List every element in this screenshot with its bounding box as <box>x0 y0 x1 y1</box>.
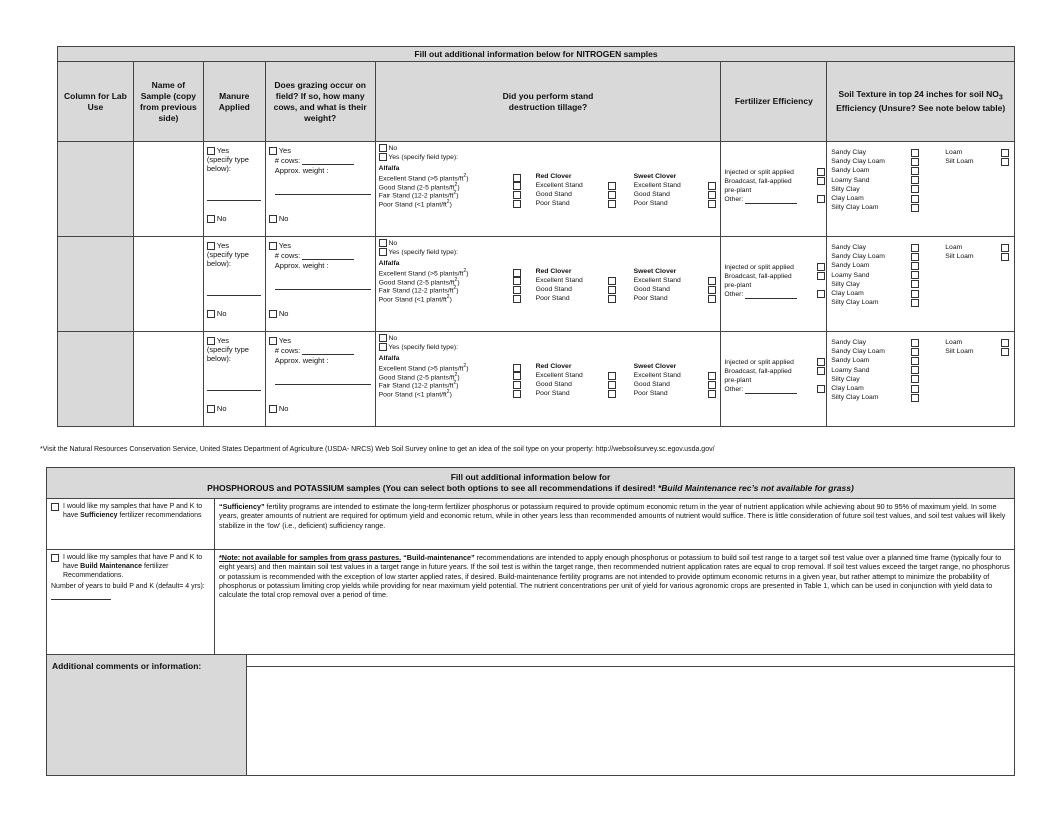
comments-box <box>46 654 1015 776</box>
grazing-no-checkbox[interactable] <box>269 405 277 413</box>
manure-cell: Yes (specify type below): No <box>203 332 265 427</box>
red-clover-option-label: Poor Stand <box>535 294 570 302</box>
alfalfa-option-label: Excellent Stand (>5 plants/$ft^2$) <box>378 172 469 183</box>
manure-yes-checkbox[interactable] <box>207 242 215 250</box>
alfalfa-option-label: Fair Stand (12-2 plants/$ft^2$) <box>378 380 459 390</box>
texture-option-label: Sandy Clay <box>831 244 867 251</box>
red-clover-option-label: Excellent Stand <box>535 181 583 189</box>
grazing-no-checkbox[interactable] <box>269 215 277 223</box>
manure-specify-label: (specify type below): <box>206 250 249 268</box>
alfalfa-checkbox[interactable] <box>513 200 521 208</box>
build-description: *Note: not available for samples from grass pastures. “Build-maintenance” recommendations are intended to apply enough phosphorus or potassium to build soil test range to a target soil test value over a planned time frame (typically four to eight years) and then maintain soil test values in a target range in future years. If the soil test is within the target range, then recommended nutrient application rates are equal to crop removal. If soil test values exceed the target range, no phosphorus or potassium is recommended with the exception of low starter applied rates, if desired. Build-maintenance fertility programs are not intended to provide optimum economic returns in a given year, but rather attempt to minimize the probability of phosphorus or potassium limiting crop yields while providing for near maximum yield potential. The nutrient concentrations per unit of yield for various agronomic crops are presented in Table 1, which can be used in conjunction with yield data to calculate the total crop removal over a period of time. <box>215 550 1015 667</box>
red-clover-option-label: Good Stand <box>535 285 572 293</box>
red-clover-option-label: Excellent Stand <box>535 371 583 379</box>
sample-row <box>58 332 1015 427</box>
alfalfa-checkbox[interactable] <box>513 372 521 380</box>
manure-specify-label: (specify type below): <box>206 345 249 363</box>
cows-field[interactable] <box>302 259 354 260</box>
red-clover-group: Red Clover Excellent Stand Good Stand Poor Stand <box>536 268 616 304</box>
manure-no-checkbox[interactable] <box>207 405 215 413</box>
alfalfa-option-label: Fair Stand (12-2 plants/$ft^2$) <box>378 190 459 200</box>
other-checkbox[interactable] <box>817 195 825 203</box>
texture-option-label: Silt Loam <box>945 348 974 356</box>
texture-option-label: Silt Loam <box>945 253 974 261</box>
texture-option <box>831 393 919 402</box>
grazing-cell: Yes # cows: Approx. weight : No <box>265 332 375 427</box>
sample-name-cell[interactable] <box>133 332 203 427</box>
nitrogen-table <box>57 46 1015 427</box>
texture-option-label: Sandy Loam <box>831 167 870 175</box>
texture-cell <box>827 142 1015 237</box>
sweet-clover-option <box>634 381 716 390</box>
tillage-no-checkbox[interactable] <box>379 239 387 247</box>
header-sample-name: Name of Sample (copy from previous side) <box>133 62 203 142</box>
texture-option <box>831 366 919 375</box>
sweet-clover-checkbox[interactable] <box>708 277 716 285</box>
texture-option-label: Loam <box>945 149 963 156</box>
red-clover-checkbox[interactable] <box>608 390 616 398</box>
injected-checkbox[interactable] <box>817 358 825 366</box>
broadcast-checkbox[interactable] <box>817 177 825 185</box>
texture-checkbox[interactable] <box>911 176 919 184</box>
red-clover-checkbox[interactable] <box>608 277 616 285</box>
sweet-clover-checkbox[interactable] <box>708 286 716 294</box>
texture-option <box>945 148 1009 157</box>
comments-label: Additional comments or information: <box>47 655 247 775</box>
tillage-cell: No Yes (specify field type): Alfalfa Excellent Stand (>5 plants/$ft^2$) Good Stand (2-5 plants/$ft^2$) Fair Stand (12-2 plants/$ft^2$) Poor Stand (<1 plant/$ft^2$) Red Clover Excellent Stand Good Stand Poor Stand Sweet Clover Excellent Stand Good Stand Poor Stand <box>375 237 721 332</box>
texture-cell <box>827 332 1015 427</box>
manure-type-field[interactable] <box>207 295 261 296</box>
fertilizer-cell: Injected or split applied Broadcast, fall-applied pre-plant Other: <box>721 237 827 332</box>
header-tillage: Did you perform stand destruction tillage? <box>375 62 721 142</box>
texture-option <box>831 185 919 194</box>
red-clover-group: Red Clover Excellent Stand Good Stand Poor Stand <box>536 173 616 209</box>
lab-use-cell <box>58 142 134 237</box>
texture-checkbox[interactable] <box>911 244 919 252</box>
texture-checkbox[interactable] <box>911 299 919 307</box>
cows-field[interactable] <box>302 354 354 355</box>
manure-cell: Yes (specify type below): No <box>203 237 265 332</box>
sweet-clover-option-label: Good Stand <box>633 285 670 293</box>
texture-option <box>945 338 1009 347</box>
sweet-clover-checkbox[interactable] <box>708 390 716 398</box>
header-grazing: Does grazing occur on field? If so, how many cows, and what is their weight? <box>265 62 375 142</box>
texture-option <box>831 166 919 175</box>
texture-option <box>831 384 919 393</box>
texture-checkbox[interactable] <box>1001 253 1009 261</box>
weight-label: Approx. weight : <box>274 356 329 365</box>
texture-option-label: Sandy Clay Loam <box>831 253 885 261</box>
other-field[interactable] <box>745 203 797 204</box>
texture-checkbox[interactable] <box>911 357 919 365</box>
weight-label: Approx. weight : <box>274 166 329 175</box>
texture-option <box>831 194 919 203</box>
broadcast-checkbox[interactable] <box>817 272 825 280</box>
grazing-no-checkbox[interactable] <box>269 310 277 318</box>
sweet-clover-option <box>634 372 716 381</box>
alfalfa-group: Alfalfa Excellent Stand (>5 plants/$ft^2$) Good Stand (2-5 plants/$ft^2$) Fair Stand (12-2 plants/$ft^2$) Poor Stand (<1 plant/$ft^2$) <box>379 355 521 398</box>
texture-option-label: Silt Loam <box>945 158 974 166</box>
sweet-clover-option <box>634 286 716 295</box>
manure-yes-checkbox[interactable] <box>207 147 215 155</box>
pk-title: Fill out additional information below for PHOSPHOROUS and POTASSIUM samples (You can select both options to see all recommendations if desired! *Build Maintenance rec’s not available for grass) <box>47 468 1015 499</box>
red-clover-option-label: Good Stand <box>535 380 572 388</box>
tillage-cell: No Yes (specify field type): Alfalfa Excellent Stand (>5 plants/$ft^2$) Good Stand (2-5 plants/$ft^2$) Fair Stand (12-2 plants/$ft^2$) Poor Stand (<1 plant/$ft^2$) Red Clover Excellent Stand Good Stand Poor Stand Sweet Clover Excellent Stand Good Stand Poor Stand <box>375 332 721 427</box>
texture-option <box>945 252 1009 261</box>
texture-option-label: Loam <box>945 339 963 346</box>
alfalfa-checkbox[interactable] <box>513 174 521 182</box>
alfalfa-option-label: Poor Stand (<1 plant/$ft^2$) <box>378 388 452 399</box>
other-checkbox[interactable] <box>817 385 825 393</box>
grazing-cell: Yes # cows: Approx. weight : No <box>265 237 375 332</box>
red-clover-option-label: Excellent Stand <box>535 276 583 284</box>
build-years-field[interactable] <box>51 599 111 600</box>
alfalfa-checkbox[interactable] <box>513 182 521 190</box>
texture-option <box>831 338 919 347</box>
texture-option-label: Loamy Sand <box>831 176 870 184</box>
sweet-clover-checkbox[interactable] <box>708 372 716 380</box>
lab-use-cell <box>58 332 134 427</box>
sample-row <box>58 142 1015 237</box>
grazing-cell: Yes # cows: Approx. weight : No <box>265 142 375 237</box>
texture-checkbox[interactable] <box>911 167 919 175</box>
red-clover-option-label: Poor Stand <box>535 389 570 397</box>
texture-option-label: Sandy Loam <box>831 357 870 365</box>
red-clover-option <box>536 372 616 381</box>
weight-field[interactable] <box>275 289 371 290</box>
alfalfa-option-label: Good Stand (2-5 plants/$ft^2$) <box>378 276 460 286</box>
sweet-clover-group: Sweet Clover Excellent Stand Good Stand Poor Stand <box>634 363 716 399</box>
grazing-yes-checkbox[interactable] <box>269 337 277 345</box>
sweet-clover-option <box>634 182 716 191</box>
alfalfa-option-label: Poor Stand (<1 plant/$ft^2$) <box>378 198 452 209</box>
pk-table <box>46 467 1015 667</box>
alfalfa-option <box>379 389 521 398</box>
sweet-clover-option <box>634 390 716 399</box>
texture-option-label: Clay Loam <box>831 289 864 297</box>
texture-option-label: Sandy Loam <box>831 262 870 270</box>
lab-use-cell <box>58 237 134 332</box>
manure-yes-checkbox[interactable] <box>207 337 215 345</box>
alfalfa-option <box>379 294 521 303</box>
alfalfa-checkbox[interactable] <box>513 286 521 294</box>
texture-checkbox[interactable] <box>1001 158 1009 166</box>
fertilizer-cell: Injected or split applied Broadcast, fall-applied pre-plant Other: <box>721 142 827 237</box>
injected-checkbox[interactable] <box>817 168 825 176</box>
sweet-clover-checkbox[interactable] <box>708 200 716 208</box>
weight-label: Approx. weight : <box>274 261 329 270</box>
texture-option-label: Silty Clay <box>831 185 860 193</box>
header-lab-use: Column for Lab Use <box>58 62 134 142</box>
cows-field[interactable] <box>302 164 354 165</box>
texture-option-label: Silty Clay <box>831 375 860 383</box>
texture-option <box>831 176 919 185</box>
broadcast-checkbox[interactable] <box>817 367 825 375</box>
sweet-clover-checkbox[interactable] <box>708 182 716 190</box>
alfalfa-group: Alfalfa Excellent Stand (>5 plants/$ft^2$) Good Stand (2-5 plants/$ft^2$) Fair Stand (12-2 plants/$ft^2$) Poor Stand (<1 plant/$ft^2$) <box>379 260 521 303</box>
manure-type-field[interactable] <box>207 390 261 391</box>
texture-option-label: Silty Clay <box>831 280 860 288</box>
sweet-clover-checkbox[interactable] <box>708 381 716 389</box>
texture-option-label: Loam <box>945 244 963 251</box>
texture-checkbox[interactable] <box>911 290 919 298</box>
sweet-clover-option-label: Good Stand <box>633 380 670 388</box>
grazing-yes-checkbox[interactable] <box>269 147 277 155</box>
texture-option <box>831 298 919 307</box>
red-clover-checkbox[interactable] <box>608 372 616 380</box>
red-clover-checkbox[interactable] <box>608 200 616 208</box>
comments-field[interactable] <box>248 655 1014 775</box>
texture-option-label: Sandy Clay Loam <box>831 348 885 356</box>
sufficiency-checkbox[interactable] <box>51 503 59 511</box>
manure-type-field[interactable] <box>207 200 261 201</box>
texture-option-label: Loamy Sand <box>831 271 870 279</box>
alfalfa-checkbox[interactable] <box>513 295 521 303</box>
sample-row <box>58 237 1015 332</box>
red-clover-option <box>536 200 616 209</box>
texture-checkbox[interactable] <box>911 158 919 166</box>
sample-name-cell[interactable] <box>133 237 203 332</box>
alfalfa-checkbox[interactable] <box>513 390 521 398</box>
sample-name-cell[interactable] <box>133 142 203 237</box>
texture-option <box>831 280 919 289</box>
header-texture: Soil Texture in top 24 inches for soil $NO_3$ Efficiency (Unsure? See note below table) <box>827 62 1015 142</box>
texture-option <box>831 289 919 298</box>
alfalfa-option-label: Good Stand (2-5 plants/$ft^2$) <box>378 371 460 381</box>
sweet-clover-option-label: Excellent Stand <box>633 181 681 189</box>
sweet-clover-option-label: Poor Stand <box>633 199 668 207</box>
red-clover-option <box>536 390 616 399</box>
tillage-no-checkbox[interactable] <box>379 144 387 152</box>
texture-checkbox[interactable] <box>911 280 919 288</box>
texture-checkbox[interactable] <box>911 271 919 279</box>
other-field[interactable] <box>745 393 797 394</box>
alfalfa-checkbox[interactable] <box>513 191 521 199</box>
footnote: *Visit the Natural Resources Conservation Service, United States Department of Agriculture (USDA- NRCS) Web Soil Survey online to get an idea of the soil type on your property: http://websoilsurvey.sc.egov.usda.gov/ <box>40 446 715 453</box>
sweet-clover-option-label: Poor Stand <box>633 294 668 302</box>
texture-option <box>945 243 1009 252</box>
texture-option <box>831 252 919 261</box>
sweet-clover-option-label: Poor Stand <box>633 389 668 397</box>
red-clover-checkbox[interactable] <box>608 191 616 199</box>
alfalfa-option-label: Poor Stand (<1 plant/$ft^2$) <box>378 293 452 304</box>
alfalfa-option-label: Excellent Stand (>5 plants/$ft^2$) <box>378 267 469 278</box>
texture-option-label: Loamy Sand <box>831 366 870 374</box>
nitrogen-title: Fill out additional information below for NITROGEN samples <box>58 47 1015 62</box>
texture-option-label: Clay Loam <box>831 384 864 392</box>
alfalfa-option-label: Fair Stand (12-2 plants/$ft^2$) <box>378 285 459 295</box>
texture-option <box>945 157 1009 166</box>
texture-option <box>831 356 919 365</box>
texture-checkbox[interactable] <box>911 366 919 374</box>
texture-option-label: Silty Clay Loam <box>831 394 879 402</box>
other-checkbox[interactable] <box>817 290 825 298</box>
texture-option <box>831 203 919 212</box>
texture-checkbox[interactable] <box>911 253 919 261</box>
sweet-clover-group: Sweet Clover Excellent Stand Good Stand Poor Stand <box>634 173 716 209</box>
alfalfa-checkbox[interactable] <box>513 269 521 277</box>
texture-option-label: Silty Clay Loam <box>831 299 879 307</box>
fertilizer-cell: Injected or split applied Broadcast, fall-applied pre-plant Other: <box>721 332 827 427</box>
red-clover-option <box>536 277 616 286</box>
red-clover-checkbox[interactable] <box>608 381 616 389</box>
texture-checkbox[interactable] <box>1001 348 1009 356</box>
texture-checkbox[interactable] <box>911 375 919 383</box>
red-clover-checkbox[interactable] <box>608 295 616 303</box>
sufficiency-option: I would like my samples that have P and K to have Sufficiency fertilizer recommendations <box>47 499 215 550</box>
weight-field[interactable] <box>275 194 371 195</box>
texture-cell <box>827 237 1015 332</box>
texture-checkbox[interactable] <box>911 149 919 157</box>
other-field[interactable] <box>745 298 797 299</box>
tillage-yes-checkbox[interactable] <box>379 153 387 161</box>
texture-checkbox[interactable] <box>1001 149 1009 157</box>
texture-checkbox[interactable] <box>911 262 919 270</box>
weight-field[interactable] <box>275 384 371 385</box>
sweet-clover-option <box>634 191 716 200</box>
alfalfa-option <box>379 199 521 208</box>
red-clover-option-label: Good Stand <box>535 190 572 198</box>
red-clover-option <box>536 286 616 295</box>
texture-option <box>831 148 919 157</box>
sweet-clover-checkbox[interactable] <box>708 295 716 303</box>
alfalfa-checkbox[interactable] <box>513 364 521 372</box>
texture-option <box>831 271 919 280</box>
alfalfa-option-label: Excellent Stand (>5 plants/$ft^2$) <box>378 362 469 373</box>
texture-option <box>831 157 919 166</box>
sweet-clover-group: Sweet Clover Excellent Stand Good Stand Poor Stand <box>634 268 716 304</box>
texture-option-label: Silty Clay Loam <box>831 204 879 212</box>
build-checkbox[interactable] <box>51 554 59 562</box>
sweet-clover-option-label: Excellent Stand <box>633 371 681 379</box>
texture-option <box>831 261 919 270</box>
alfalfa-option-label: Good Stand (2-5 plants/$ft^2$) <box>378 181 460 191</box>
texture-option-label: Clay Loam <box>831 194 864 202</box>
red-clover-option <box>536 182 616 191</box>
alfalfa-group: Alfalfa Excellent Stand (>5 plants/$ft^2$) Good Stand (2-5 plants/$ft^2$) Fair Stand (12-2 plants/$ft^2$) Poor Stand (<1 plant/$ft^2$) <box>379 165 521 208</box>
injected-checkbox[interactable] <box>817 263 825 271</box>
texture-option <box>831 347 919 356</box>
texture-option <box>945 347 1009 356</box>
manure-specify-label: (specify type below): <box>206 155 249 173</box>
sweet-clover-option <box>634 277 716 286</box>
manure-no-checkbox[interactable] <box>207 310 215 318</box>
red-clover-option <box>536 381 616 390</box>
alfalfa-checkbox[interactable] <box>513 381 521 389</box>
build-option: I would like my samples that have P and K to have Build Maintenance fertilizer Recommendations. Number of years to build P and K (default= 4 yrs): <box>47 550 215 667</box>
sufficiency-description: “Sufficiency” fertility programs are intended to estimate the long-term fertilizer phosphorus or potassium required to provide optimum economic return in the year of nutrient application while achieving about 90 to 95% of maximum yield. In some years, greater amounts of nutrient are required for optimum yield and economic return, while in other years less than recommended amounts of nutrient would suffice. There is little consideration of future soil test values, and soil test values will likely stabilize in the ‘low’ (i.e., deficient) sufficiency range. <box>215 499 1015 550</box>
texture-option-label: Sandy Clay Loam <box>831 158 885 166</box>
sweet-clover-option <box>634 295 716 304</box>
sweet-clover-option-label: Excellent Stand <box>633 276 681 284</box>
texture-checkbox[interactable] <box>911 385 919 393</box>
texture-checkbox[interactable] <box>911 204 919 212</box>
header-fertilizer: Fertilizer Efficiency <box>721 62 827 142</box>
red-clover-checkbox[interactable] <box>608 182 616 190</box>
red-clover-group: Red Clover Excellent Stand Good Stand Poor Stand <box>536 363 616 399</box>
texture-checkbox[interactable] <box>911 339 919 347</box>
red-clover-checkbox[interactable] <box>608 286 616 294</box>
texture-checkbox[interactable] <box>911 394 919 402</box>
texture-checkbox[interactable] <box>911 195 919 203</box>
tillage-no-checkbox[interactable] <box>379 334 387 342</box>
sweet-clover-checkbox[interactable] <box>708 191 716 199</box>
manure-no-checkbox[interactable] <box>207 215 215 223</box>
texture-checkbox[interactable] <box>911 348 919 356</box>
header-manure: Manure Applied <box>203 62 265 142</box>
tillage-yes-checkbox[interactable] <box>379 248 387 256</box>
grazing-yes-checkbox[interactable] <box>269 242 277 250</box>
red-clover-option <box>536 191 616 200</box>
texture-option-label: Sandy Clay <box>831 339 867 346</box>
texture-option-label: Sandy Clay <box>831 149 867 156</box>
red-clover-option <box>536 295 616 304</box>
texture-option <box>831 375 919 384</box>
texture-checkbox[interactable] <box>1001 339 1009 347</box>
tillage-yes-checkbox[interactable] <box>379 343 387 351</box>
sweet-clover-option-label: Good Stand <box>633 190 670 198</box>
alfalfa-checkbox[interactable] <box>513 277 521 285</box>
manure-cell: Yes (specify type below): No <box>203 142 265 237</box>
texture-checkbox[interactable] <box>1001 244 1009 252</box>
red-clover-option-label: Poor Stand <box>535 199 570 207</box>
sweet-clover-option <box>634 200 716 209</box>
tillage-cell: No Yes (specify field type): Alfalfa Excellent Stand (>5 plants/$ft^2$) Good Stand (2-5 plants/$ft^2$) Fair Stand (12-2 plants/$ft^2$) Poor Stand (<1 plant/$ft^2$) Red Clover Excellent Stand Good Stand Poor Stand Sweet Clover Excellent Stand Good Stand Poor Stand <box>375 142 721 237</box>
texture-checkbox[interactable] <box>911 185 919 193</box>
texture-option <box>831 243 919 252</box>
